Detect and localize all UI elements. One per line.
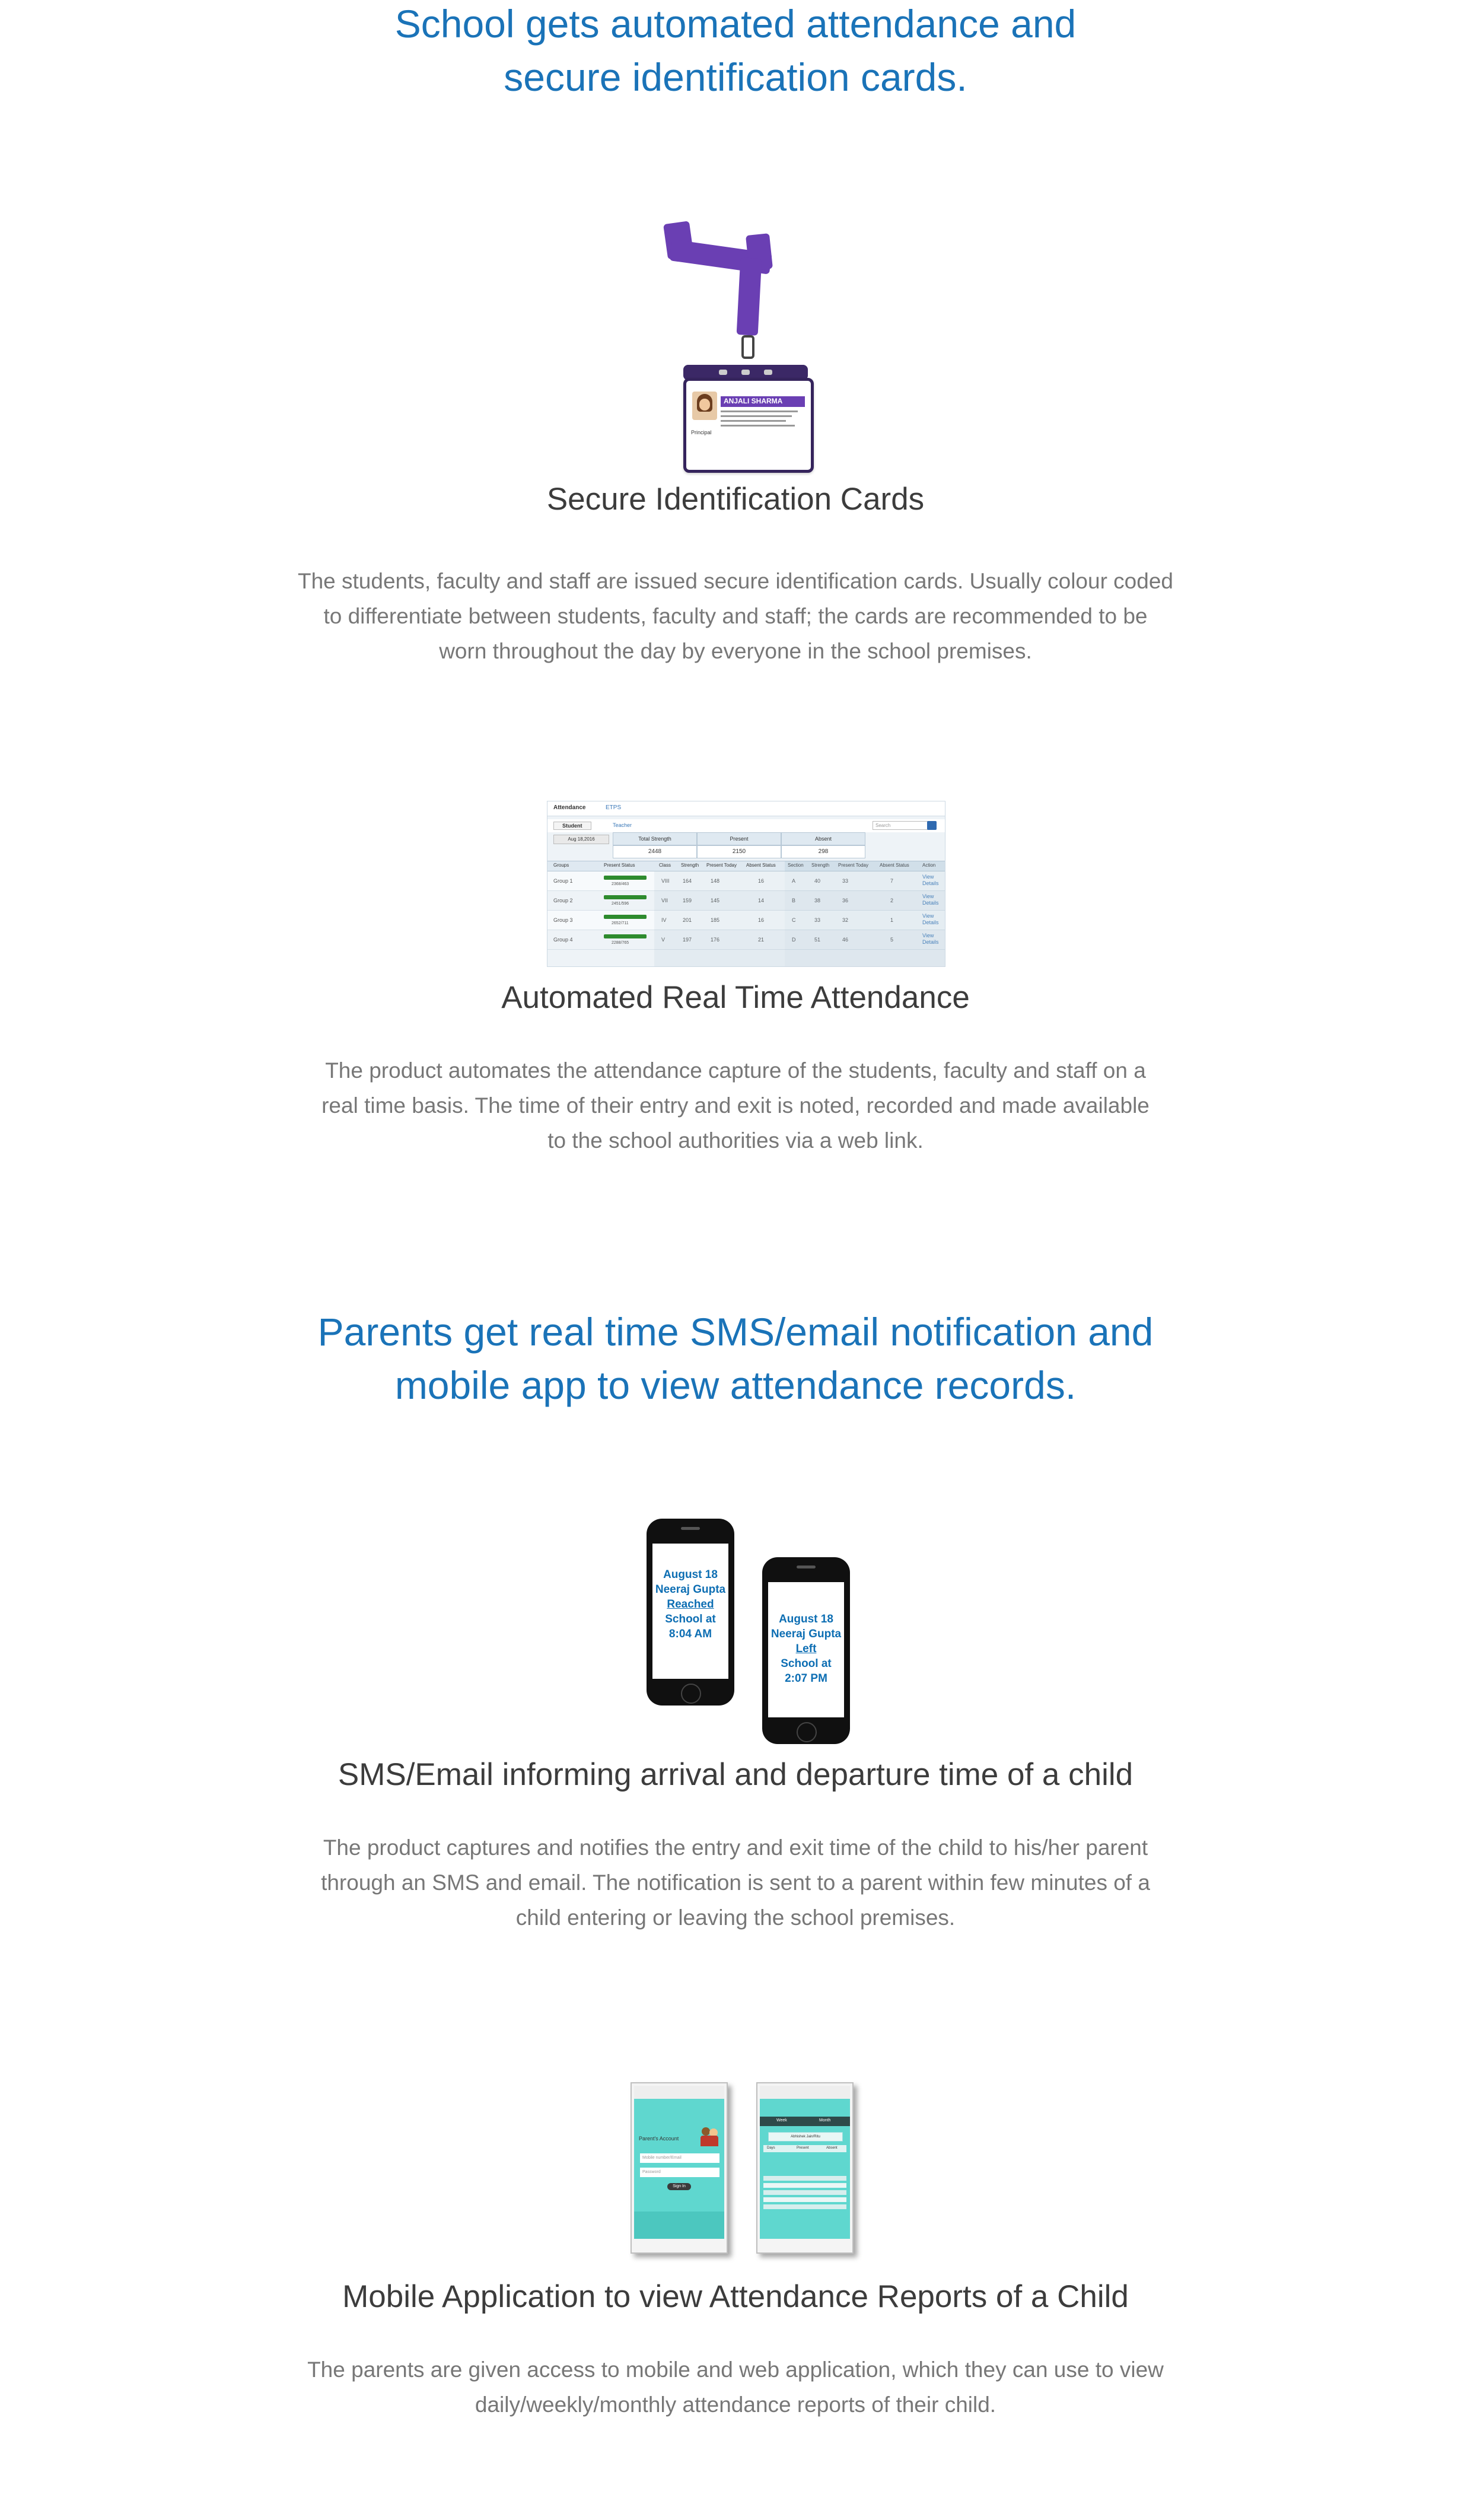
table-cell-action[interactable]: View Details [922, 913, 939, 925]
table-cell-s2: 38 [814, 898, 821, 903]
attendance-stats [613, 832, 862, 858]
stat-value-absent: 298 [781, 845, 865, 858]
desc-line: to differentiate between students, faculty and staff; the cards are recommended to be [323, 604, 1148, 628]
family-illustration-icon [701, 2127, 718, 2146]
col-header: Present Today [838, 863, 868, 868]
feature-desc-sms [261, 1830, 1210, 1935]
table-cell-cls: VIII [661, 878, 670, 884]
table-cell-p2: 32 [842, 917, 849, 923]
sms-action: Reached [667, 1598, 714, 1611]
stat-value-present: 2150 [697, 845, 781, 858]
sms-place: School at [665, 1613, 716, 1625]
search-input[interactable]: Search [873, 821, 928, 830]
sms-message-arrival [652, 1567, 728, 1641]
sms-date: August 18 [779, 1613, 833, 1625]
search-icon[interactable] [927, 821, 937, 830]
table-cell-section: A [792, 878, 796, 884]
phone-screen [768, 1582, 844, 1717]
present-status-label: 2451/596 [612, 902, 629, 906]
desc-line: daily/weekly/monthly attendance reports of their child. [475, 2392, 996, 2417]
table-cell-s2: 33 [814, 917, 821, 923]
table-cell-group: Group 3 [553, 917, 573, 923]
report-tab-bar [760, 2117, 850, 2126]
heading-line: Parents get real time SMS/email notification and [317, 1310, 1154, 1354]
table-row [547, 930, 945, 950]
password-input[interactable]: Password [640, 2168, 719, 2177]
mobile-email-input[interactable]: Mobile number/Email [640, 2153, 719, 2163]
table-cell-absent: 21 [758, 937, 765, 943]
feature-title-id-cards: Secure Identification Cards [546, 482, 925, 517]
home-button-icon [797, 1722, 817, 1742]
col-header: Action [922, 863, 936, 868]
attendance-column-headers [547, 861, 945, 871]
app-report-screenshot [756, 2082, 854, 2254]
table-cell-a2: 5 [890, 937, 894, 943]
table-cell-cls: VII [661, 898, 668, 903]
table-row [547, 871, 945, 891]
feature-title-sms: SMS/Email informing arrival and departure time of a child [337, 1757, 1134, 1792]
sms-time: 2:07 PM [785, 1672, 827, 1685]
col-header: Absent [826, 2146, 838, 2150]
child-select[interactable]: Abhishek Jain/Ritu [768, 2132, 843, 2142]
table-cell-cls: IV [661, 917, 667, 923]
feature-title-attendance: Automated Real Time Attendance [501, 980, 970, 1015]
heading-line: School gets automated attendance and [394, 2, 1077, 46]
date-select[interactable]: Aug 18,2016 [553, 835, 609, 844]
table-cell-p2: 46 [842, 937, 849, 943]
feature-desc-app [261, 2352, 1210, 2422]
col-header: Days [767, 2146, 775, 2150]
stat-header-absent: Absent [781, 832, 865, 845]
lanyard-clip [741, 335, 754, 359]
sms-name: Neeraj Gupta [770, 1628, 842, 1640]
desc-line: The product automates the attendance capture of the students, faculty and staff on a [325, 1058, 1146, 1083]
attendance-rows [547, 871, 945, 966]
section-heading-parents [0, 1305, 1471, 1412]
table-cell-present: 145 [711, 898, 720, 903]
col-header: Absent Status [880, 863, 909, 868]
desc-line: The students, faculty and staff are issued secure identification cards. Usually colour coded [297, 569, 1173, 593]
stat-header-total: Total Strength [613, 832, 697, 845]
table-cell-a2: 7 [890, 878, 894, 884]
table-cell-a2: 1 [890, 917, 894, 923]
table-row [547, 911, 945, 930]
stat-header-present: Present [697, 832, 781, 845]
desc-line: The parents are given access to mobile and web application, which they can use to view [307, 2357, 1164, 2382]
table-cell-group: Group 2 [553, 898, 573, 903]
stat-value-total: 2448 [613, 845, 697, 858]
table-cell-present: 176 [711, 937, 720, 943]
feature-desc-id-cards [261, 564, 1210, 669]
attendance-subtab-bar [547, 819, 945, 832]
table-cell-absent: 16 [758, 917, 765, 923]
attendance-dashboard-image [547, 801, 945, 967]
table-cell-strength: 164 [683, 878, 692, 884]
attendance-tab-bar [547, 801, 945, 816]
col-header: Groups [553, 863, 569, 868]
sms-date: August 18 [663, 1568, 718, 1581]
col-header: Strength [811, 863, 830, 868]
table-cell-group: Group 1 [553, 878, 573, 884]
home-button-icon [681, 1684, 701, 1704]
table-cell-a2: 2 [890, 898, 894, 903]
sign-in-button[interactable]: Sign In [667, 2183, 691, 2190]
app-login-screen [634, 2099, 724, 2239]
phone-arrival-sms [647, 1519, 734, 1706]
table-cell-cls: V [661, 937, 666, 943]
table-cell-group: Group 4 [553, 937, 573, 943]
desc-line: real time basis. The time of their entry and exit is noted, recorded and made available [321, 1093, 1150, 1118]
table-cell-absent: 14 [758, 898, 765, 903]
section-heading-school [0, 0, 1471, 104]
table-cell-action[interactable]: View Details [922, 933, 939, 945]
id-card-lanyard-image [658, 222, 819, 472]
report-col-headers [763, 2145, 846, 2152]
app-report-screen [760, 2099, 850, 2239]
col-header: Class [659, 863, 671, 868]
table-cell-action[interactable]: View Details [922, 874, 939, 886]
sms-time: 8:04 AM [668, 1628, 712, 1640]
col-header: Section [788, 863, 804, 868]
feature-desc-attendance [261, 1053, 1210, 1158]
table-cell-s2: 51 [814, 937, 821, 943]
table-row [547, 891, 945, 911]
table-cell-strength: 201 [683, 917, 692, 923]
present-status-label: 2368/463 [612, 882, 629, 886]
sms-message-departure [768, 1612, 844, 1686]
feature-title-app: Mobile Application to view Attendance Reports of a Child [342, 2279, 1129, 2314]
col-header: Present Status [604, 863, 635, 868]
tab-etps[interactable]: ETPS [606, 804, 622, 811]
subtab-student[interactable]: Student [553, 822, 591, 830]
table-cell-p2: 33 [842, 878, 849, 884]
table-cell-strength: 159 [683, 898, 692, 903]
table-cell-present: 185 [711, 917, 720, 923]
sms-action: Left [795, 1643, 817, 1655]
col-header: Strength [681, 863, 699, 868]
id-card-name-band [721, 396, 805, 407]
table-cell-present: 148 [711, 878, 720, 884]
desc-line: through an SMS and email. The notification is sent to a parent within few minutes of a [321, 1870, 1150, 1895]
id-card-principal-label: Principal [691, 429, 712, 435]
phone-screen [652, 1544, 728, 1679]
subtab-teacher[interactable]: Teacher [613, 822, 632, 828]
id-card-photo [692, 392, 717, 420]
table-cell-action[interactable]: View Details [922, 893, 939, 906]
table-cell-section: B [792, 898, 796, 903]
app-login-screenshot [631, 2082, 728, 2254]
desc-line: The product captures and notifies the entry and exit time of the child to his/her parent [323, 1835, 1148, 1860]
id-card [683, 378, 814, 473]
col-header: Present [797, 2146, 809, 2150]
tab-month[interactable]: Month [819, 2118, 831, 2123]
lanyard-strap-down [737, 257, 762, 336]
table-cell-strength: 197 [683, 937, 692, 943]
table-cell-section: D [792, 937, 796, 943]
id-card-name: ANJALI SHARMA [724, 397, 783, 405]
table-cell-absent: 16 [758, 878, 765, 884]
table-cell-section: C [792, 917, 796, 923]
heading-line: mobile app to view attendance records. [394, 1363, 1077, 1407]
sms-name: Neeraj Gupta [655, 1583, 726, 1596]
table-cell-p2: 36 [842, 898, 849, 903]
col-header: Present Today [706, 863, 737, 868]
desc-line: worn throughout the day by everyone in the school premises. [439, 639, 1032, 663]
present-status-label: 2652/711 [612, 921, 629, 925]
col-header: Absent Status [746, 863, 776, 868]
present-status-label: 2288/765 [612, 941, 629, 945]
desc-line: child entering or leaving the school premises. [515, 1905, 956, 1930]
table-cell-s2: 40 [814, 878, 821, 884]
sms-place: School at [781, 1657, 832, 1670]
tab-week[interactable]: Week [776, 2118, 787, 2123]
tab-attendance[interactable]: Attendance [553, 804, 586, 811]
desc-line: to the school authorities via a web link. [547, 1128, 924, 1153]
heading-line: secure identification cards. [504, 55, 967, 99]
app-login-header: Parent's Account [639, 2136, 679, 2142]
phone-departure-sms [762, 1557, 850, 1744]
